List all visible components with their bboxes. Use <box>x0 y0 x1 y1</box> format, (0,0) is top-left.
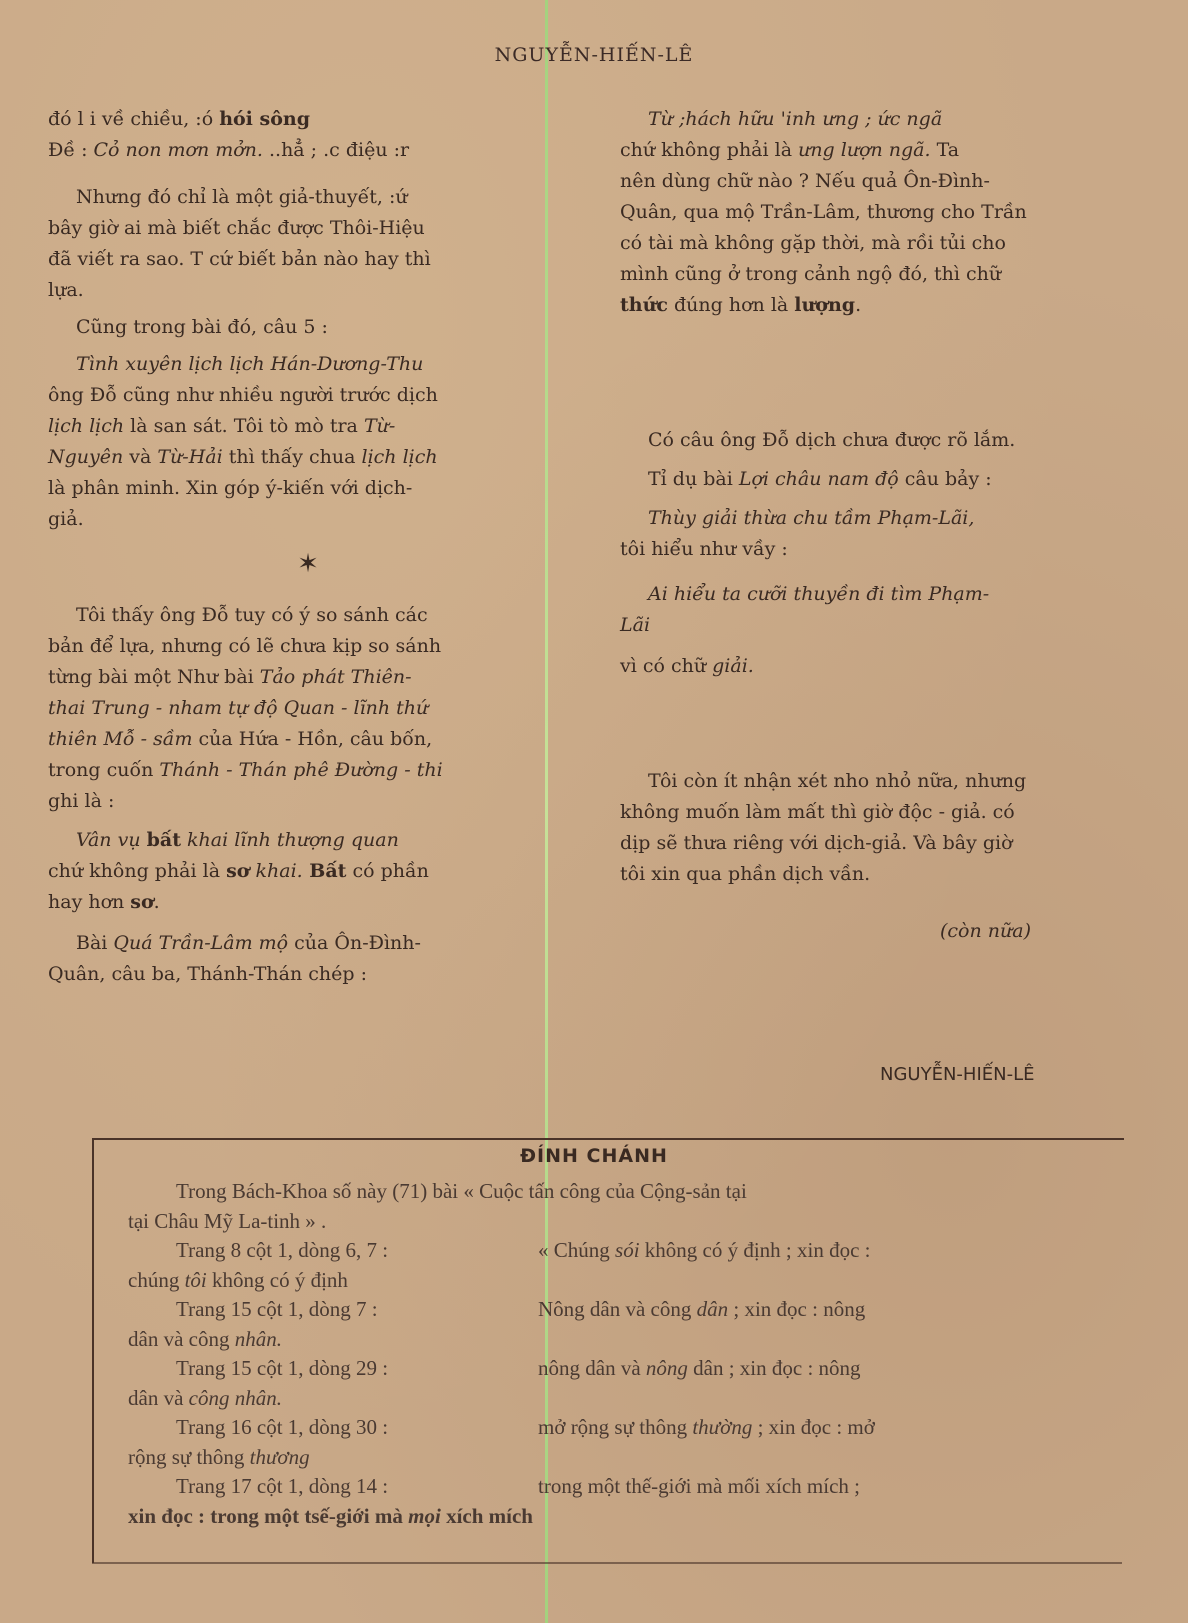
text-line: Nhưng đó chỉ là một giả-thuyết, :ứ <box>76 186 408 208</box>
text-line: Bài Quá Trần-Lâm mộ của Ôn-Đình- <box>76 932 421 954</box>
erratum-box-bottom-rule <box>92 1562 1122 1564</box>
text-line: Có câu ông Đỗ dịch chưa được rõ lắm. <box>648 429 1016 451</box>
text-line: ông Đỗ cũng như nhiều người trước dịch <box>48 384 438 406</box>
erratum-item-continuation: chúng tôi không có ý định <box>128 1267 348 1292</box>
left-column <box>48 104 588 990</box>
right-column <box>620 104 1160 947</box>
running-title: NGUYỄN-HIẾN-LÊ <box>494 44 694 66</box>
text-line: tôi xin qua phần dịch vần. <box>620 863 871 885</box>
erratum-intro: tại Châu Mỹ La-tinh » . <box>128 1208 327 1233</box>
verse-line: Tình xuyên lịch lịch Hán-Dương-Thu <box>76 353 424 375</box>
text-line: từng bài một Như bài Tảo phát Thiên- <box>48 666 412 688</box>
erratum-item-continuation: dân và công nhân. <box>128 1326 282 1351</box>
text-line: ghi là : <box>48 790 115 812</box>
erratum-item-continuation: xin đọc : trong một tsế-giới mà mọi xích mích <box>128 1503 533 1528</box>
author-signature: NGUYỄN-HIẾN-LÊ <box>880 1064 1035 1085</box>
text-line: giả. <box>48 508 84 530</box>
verse-line: Ai hiểu ta cưỡi thuyền đi tìm Phạm- <box>648 583 990 605</box>
verse-line: Vân vụ bất khai lĩnh thượng quan <box>76 829 399 851</box>
text-line: có tài mà không gặp thời, mà rồi tủi cho <box>620 232 1006 254</box>
text-line: Quân, qua mộ Trần-Lâm, thương cho Trần <box>620 201 1027 223</box>
verse-line: Lãi <box>620 614 651 636</box>
continued-note: (còn nữa) <box>940 920 1031 942</box>
text-line: Nguyên và Từ-Hải thì thấy chua lịch lịch <box>48 446 438 468</box>
text-line: Tỉ dụ bài Lợi châu nam độ câu bảy : <box>648 468 992 490</box>
text-line: Tôi còn ít nhận xét nho nhỏ nữa, nhưng <box>648 770 1027 792</box>
text-line: chứ không phải là ưng lượn ngã. Ta <box>620 139 960 161</box>
text-line: trong cuốn Thánh - Thán phê Đường - thi <box>48 759 443 781</box>
text-line: Đề : Cỏ non mơn mởn. ..hẳ ; .c điệu :r <box>48 139 410 161</box>
text-line: Quân, câu ba, Thánh-Thán chép : <box>48 963 367 985</box>
text-line: đó l i về chiều, :ó hói sông <box>48 108 310 130</box>
verse-line: Từ ;hách hữu 'inh ưng ; ức ngã <box>648 108 943 130</box>
text-line: Cũng trong bài đó, câu 5 : <box>76 316 328 338</box>
erratum-item: Trang 15 cột 1, dòng 7 : Nông dân và công dân ; xin đọc : nông <box>176 1297 866 1321</box>
text-line: lựa. <box>48 279 84 301</box>
star-separator-icon: ✶ <box>297 549 319 579</box>
text-line: thai Trung - nham tự độ Quan - lĩnh thứ <box>48 697 429 719</box>
text-line: không muốn làm mất thì giờ độc - giả. có <box>620 801 1015 823</box>
erratum-item: Trang 16 cột 1, dòng 30 : mở rộng sự thông thường ; xin đọc : mở <box>176 1415 875 1439</box>
text-line: đã viết ra sao. T cứ biết bản nào hay thì <box>48 248 431 270</box>
text-line: thức đúng hơn là lượng. <box>620 294 862 316</box>
erratum-body <box>128 1177 1088 1531</box>
text-line: Tôi thấy ông Đỗ tuy có ý so sánh các <box>76 604 428 626</box>
verse-line: Thùy giải thừa chu tầm Phạm-Lãi, <box>648 507 975 529</box>
erratum-title: ĐÍNH CHÁNH <box>520 1145 668 1167</box>
erratum-item-continuation: dân và công nhân. <box>128 1385 282 1410</box>
text-line: thiên Mỗ - sầm của Hứa - Hồn, câu bốn, <box>48 728 433 750</box>
erratum-intro: Trong Bách-Khoa số này (71) bài « Cuộc tấn công của Cộng-sản tại <box>176 1179 747 1203</box>
text-line: bây giờ ai mà biết chắc được Thôi-Hiệu <box>48 217 425 239</box>
text-line: lịch lịch là san sát. Tôi tò mò tra Từ- <box>48 415 396 437</box>
erratum-item-continuation: rộng sự thông thương <box>128 1444 310 1469</box>
text-line: bản để lựa, nhưng có lẽ chưa kịp so sánh <box>48 635 442 657</box>
text-line: nên dùng chữ nào ? Nếu quả Ôn-Đình- <box>620 170 990 192</box>
text-line: chứ không phải là sơ khai. Bất có phần <box>48 860 429 882</box>
text-line: hay hơn sơ. <box>48 891 160 913</box>
text-line: tôi hiểu như vầy : <box>620 538 788 560</box>
text-line: là phân minh. Xin góp ý-kiến với dịch- <box>48 477 413 499</box>
erratum-item: Trang 15 cột 1, dòng 29 : nông dân và nông dân ; xin đọc : nông <box>176 1356 861 1380</box>
text-line: dịp sẽ thưa riêng với dịch-giả. Và bây giờ <box>620 832 1013 854</box>
erratum-item: Trang 17 cột 1, dòng 14 : trong một thế-giới mà mối xích mích ; <box>176 1474 860 1498</box>
text-line: mình cũng ở trong cảnh ngộ đó, thì chữ <box>620 263 1002 285</box>
text-line: vì có chữ giải. <box>620 655 754 677</box>
erratum-item: Trang 8 cột 1, dòng 6, 7 : « Chúng sói không có ý định ; xin đọc : <box>176 1238 871 1262</box>
